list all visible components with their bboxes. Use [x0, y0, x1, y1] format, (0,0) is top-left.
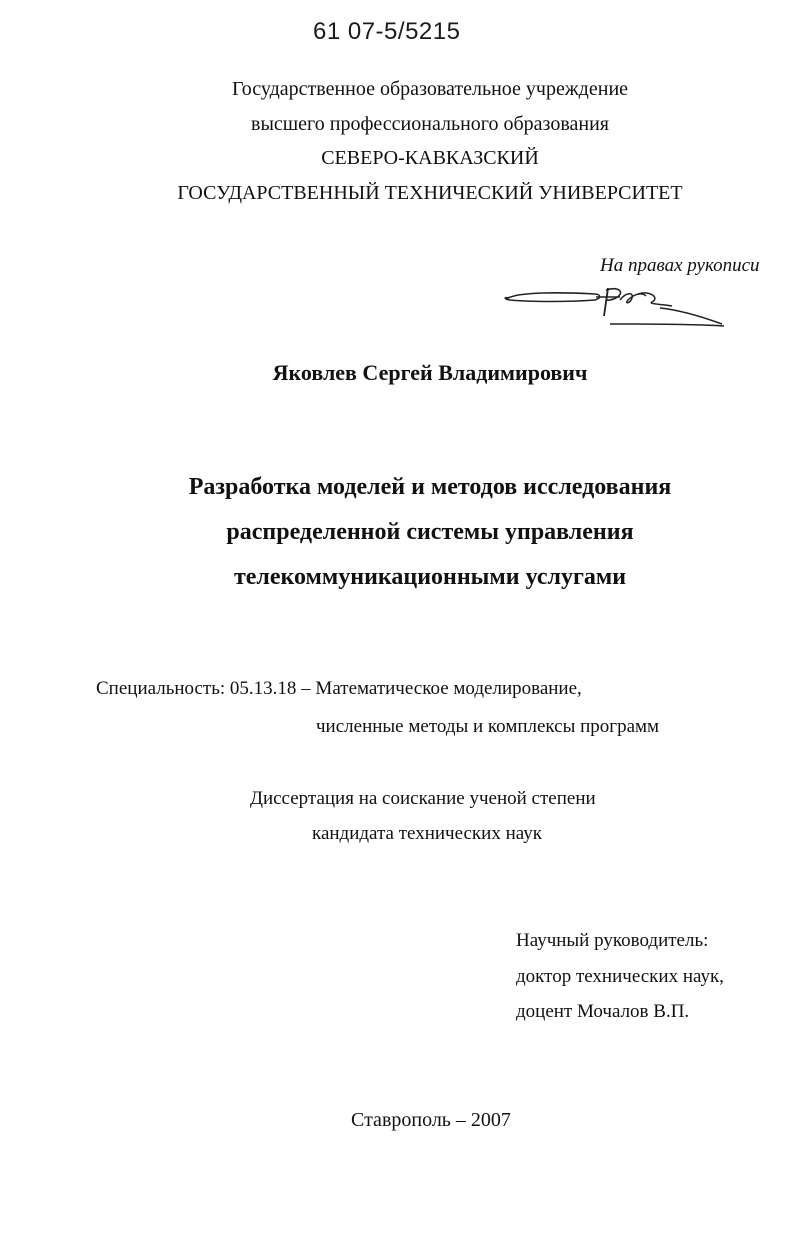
institution-line-1: Государственное образовательное учреждение [231, 78, 629, 100]
institution-line-3: СЕВЕРО-КАВКАЗСКИЙ [321, 147, 539, 169]
dissertation-line-2: кандидата технических наук [312, 823, 542, 844]
author-name: Яковлев Сергей Владимирович [272, 360, 588, 385]
dissertation-line-1: Диссертация на соискание ученой степени [250, 788, 596, 809]
supervisor-line-2: доктор технических наук, [516, 966, 724, 987]
specialty-line-2: численные методы и комплексы программ [316, 716, 660, 737]
supervisor-line-3: доцент Мочалов В.П. [516, 1001, 690, 1022]
thesis-title-line-1: Разработка моделей и методов исследования [188, 474, 672, 500]
thesis-title-line-3: телекоммуникационными услугами [233, 564, 627, 590]
rights-note: На правах рукописи [600, 255, 760, 276]
city-year: Ставрополь – 2007 [351, 1109, 511, 1131]
institution-line-2: высшего профессионального образования [251, 113, 609, 135]
institution-line-4: ГОСУДАРСТВЕННЫЙ ТЕХНИЧЕСКИЙ УНИВЕРСИТЕТ [177, 182, 683, 204]
thesis-title-line-2: распределенной системы управления [226, 519, 634, 545]
specialty-line-1: Специальность: 05.13.18 – Математическое моделирование, [96, 678, 582, 699]
supervisor-line-1: Научный руководитель: [516, 930, 709, 951]
catalog-number: 61 07-5/5215 [313, 18, 461, 45]
handwritten-signature [500, 280, 730, 340]
